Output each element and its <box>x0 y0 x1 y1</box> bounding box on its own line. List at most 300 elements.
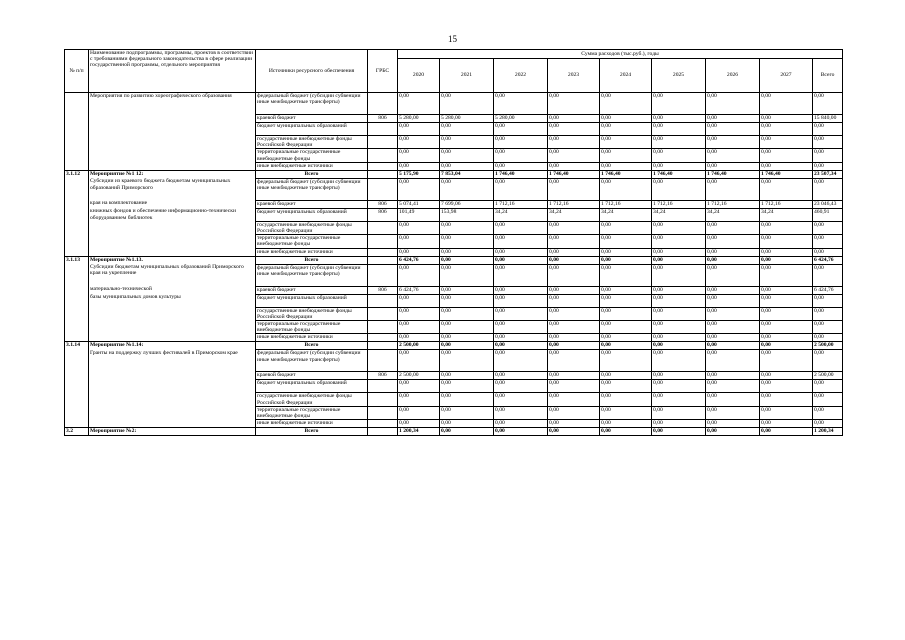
amount-cell: 0,00 <box>600 221 652 234</box>
amount-cell: 0,00 <box>494 294 548 307</box>
amount-cell: 0,00 <box>813 123 843 136</box>
amount-cell: 460,91 <box>813 208 843 221</box>
row-number <box>65 200 89 208</box>
amount-cell: 0,00 <box>600 372 652 380</box>
amount-cell: 0,00 <box>652 307 706 320</box>
row-number <box>65 136 89 149</box>
amount-cell: 0,00 <box>760 393 813 406</box>
header-no: № п/п <box>65 50 89 93</box>
amount-cell: 0,00 <box>600 115 652 123</box>
activity-name: Мероприятие №1.14: <box>89 342 256 350</box>
funding-source: государственные внебюджетные фонды Российской Федерации <box>256 393 368 406</box>
amount-cell: 0,00 <box>652 93 706 115</box>
amount-cell: 0,00 <box>548 136 600 149</box>
amount-cell: 0,00 <box>813 406 843 419</box>
table-row <box>65 123 843 136</box>
amount-cell: 1 200,34 <box>398 428 440 436</box>
budget-table-wrapper <box>64 49 842 436</box>
amount-cell: 0,00 <box>440 406 494 419</box>
amount-cell: 0,00 <box>548 406 600 419</box>
amount-cell: 0,00 <box>494 248 548 256</box>
amount-cell: 0,00 <box>652 115 706 123</box>
amount-cell: 34,24 <box>600 208 652 221</box>
amount-cell: 0,00 <box>494 372 548 380</box>
activity-name <box>89 149 256 162</box>
table-row <box>65 256 843 264</box>
amount-cell: 0,00 <box>548 178 600 200</box>
amount-cell: 0,00 <box>813 221 843 234</box>
amount-cell: 0,00 <box>706 235 760 248</box>
amount-cell: 1 712,16 <box>600 200 652 208</box>
amount-cell: 0,00 <box>706 380 760 393</box>
amount-cell: 0,00 <box>706 115 760 123</box>
table-row <box>65 372 843 380</box>
amount-cell: 34,24 <box>652 208 706 221</box>
activity-name <box>89 248 256 256</box>
amount-cell: 0,00 <box>600 342 652 350</box>
amount-cell: 2 500,00 <box>398 342 440 350</box>
amount-cell: 0,00 <box>706 321 760 334</box>
funding-source: краевой бюджет <box>256 286 368 294</box>
funding-source: бюджет муниципальных образований <box>256 380 368 393</box>
budget-table <box>64 49 843 436</box>
amount-cell: 0,00 <box>813 136 843 149</box>
amount-cell: 0,00 <box>494 307 548 320</box>
funding-source: бюджет муниципальных образований <box>256 294 368 307</box>
activity-name <box>89 162 256 170</box>
table-row <box>65 221 843 234</box>
activity-name <box>89 136 256 149</box>
activity-name: Мероприятие №1.13. <box>89 256 256 264</box>
funding-source: федеральный бюджет (субсидии субвенции иные межбюджетные трансферты) <box>256 264 368 286</box>
amount-cell: 1 746,40 <box>548 170 600 178</box>
activity-name <box>89 221 256 234</box>
activity-name: материально-технической <box>89 286 256 294</box>
row-number <box>65 420 89 428</box>
grbs-code <box>368 178 398 200</box>
table-row <box>65 162 843 170</box>
amount-cell: 1 200,34 <box>813 428 843 436</box>
amount-cell: 0,00 <box>494 162 548 170</box>
amount-cell: 7 853,04 <box>440 170 494 178</box>
row-number <box>65 264 89 286</box>
row-number: 3.2 <box>65 428 89 436</box>
amount-cell: 0,00 <box>813 162 843 170</box>
amount-cell: 0,00 <box>548 248 600 256</box>
amount-cell: 0,00 <box>760 294 813 307</box>
amount-cell: 0,00 <box>494 321 548 334</box>
amount-cell: 0,00 <box>440 149 494 162</box>
table-row <box>65 420 843 428</box>
amount-cell: 0,00 <box>398 380 440 393</box>
amount-cell: 34,24 <box>706 208 760 221</box>
amount-cell: 0,00 <box>398 264 440 286</box>
amount-cell: 0,00 <box>494 393 548 406</box>
grbs-code <box>368 162 398 170</box>
table-row <box>65 115 843 123</box>
amount-cell: 0,00 <box>440 372 494 380</box>
grbs-code: 806 <box>368 286 398 294</box>
row-number <box>65 123 89 136</box>
amount-cell: 0,00 <box>760 123 813 136</box>
amount-cell: 0,00 <box>706 93 760 115</box>
grbs-code <box>368 406 398 419</box>
row-number <box>65 221 89 234</box>
amount-cell: 0,00 <box>652 342 706 350</box>
amount-cell: 0,00 <box>760 235 813 248</box>
funding-source: территориальные государственные внебюджетные фонды <box>256 321 368 334</box>
amount-cell: 0,00 <box>706 428 760 436</box>
amount-cell: 0,00 <box>652 428 706 436</box>
amount-cell: 0,00 <box>494 380 548 393</box>
page-number: 15 <box>448 34 457 44</box>
funding-source: иные внебюджетные источники <box>256 334 368 342</box>
amount-cell: 0,00 <box>398 294 440 307</box>
activity-name <box>89 321 256 334</box>
amount-cell: 0,00 <box>548 428 600 436</box>
amount-cell: 0,00 <box>706 372 760 380</box>
amount-cell: 0,00 <box>600 178 652 200</box>
row-number <box>65 294 89 307</box>
amount-cell: 0,00 <box>706 136 760 149</box>
row-number <box>65 286 89 294</box>
table-row <box>65 235 843 248</box>
funding-source: федеральный бюджет (субсидии субвенции иные межбюджетные трансферты) <box>256 178 368 200</box>
amount-cell: 1 746,40 <box>760 170 813 178</box>
table-row <box>65 286 843 294</box>
amount-cell: 6 424,76 <box>398 256 440 264</box>
activity-name: Гранты на поддержку лучших фестивалей в Приморском крае <box>89 350 256 372</box>
header-year: 2024 <box>600 59 652 93</box>
amount-cell: 0,00 <box>760 334 813 342</box>
amount-cell: 0,00 <box>760 428 813 436</box>
amount-cell: 0,00 <box>652 372 706 380</box>
activity-name <box>89 115 256 123</box>
amount-cell: 0,00 <box>706 342 760 350</box>
amount-cell: 0,00 <box>494 93 548 115</box>
amount-cell: 0,00 <box>652 123 706 136</box>
amount-cell: 0,00 <box>494 334 548 342</box>
amount-cell: 34,24 <box>548 208 600 221</box>
amount-cell: 0,00 <box>440 350 494 372</box>
amount-cell: 0,00 <box>440 428 494 436</box>
amount-cell: 0,00 <box>706 393 760 406</box>
amount-cell: 0,00 <box>652 294 706 307</box>
amount-cell: 0,00 <box>600 256 652 264</box>
amount-cell: 0,00 <box>398 321 440 334</box>
grbs-code: 806 <box>368 372 398 380</box>
table-row <box>65 208 843 221</box>
amount-cell: 0,00 <box>706 286 760 294</box>
amount-cell: 34,24 <box>760 208 813 221</box>
amount-cell: 0,00 <box>813 307 843 320</box>
amount-cell: 0,00 <box>494 221 548 234</box>
grbs-code: 806 <box>368 115 398 123</box>
amount-cell: 0,00 <box>600 286 652 294</box>
amount-cell: 0,00 <box>706 420 760 428</box>
amount-cell: 0,00 <box>440 294 494 307</box>
table-row <box>65 178 843 200</box>
row-number <box>65 248 89 256</box>
amount-cell: 0,00 <box>494 406 548 419</box>
amount-cell: 0,00 <box>398 235 440 248</box>
amount-cell: 0,00 <box>600 123 652 136</box>
amount-cell: 0,00 <box>652 221 706 234</box>
row-number <box>65 372 89 380</box>
header-year: 2023 <box>548 59 600 93</box>
amount-cell: 0,00 <box>548 307 600 320</box>
amount-cell: 0,00 <box>548 123 600 136</box>
amount-cell: 23 507,34 <box>813 170 843 178</box>
funding-source: территориальные государственные внебюджетные фонды <box>256 235 368 248</box>
amount-cell: 0,00 <box>706 334 760 342</box>
table-row <box>65 264 843 286</box>
grbs-code <box>368 136 398 149</box>
amount-cell: 0,00 <box>706 162 760 170</box>
amount-cell: 101,49 <box>398 208 440 221</box>
amount-cell: 0,00 <box>548 420 600 428</box>
grbs-code <box>368 123 398 136</box>
row-number <box>65 406 89 419</box>
amount-cell: 0,00 <box>706 406 760 419</box>
amount-cell: 0,00 <box>813 235 843 248</box>
row-number <box>65 380 89 393</box>
amount-cell: 2 500,00 <box>398 372 440 380</box>
amount-cell: 0,00 <box>398 307 440 320</box>
table-row <box>65 380 843 393</box>
header-year: 2025 <box>652 59 706 93</box>
amount-cell: 0,00 <box>652 380 706 393</box>
amount-cell: 0,00 <box>548 256 600 264</box>
activity-name <box>89 123 256 136</box>
amount-cell: 0,00 <box>760 149 813 162</box>
grbs-code <box>368 428 398 436</box>
amount-cell: 0,00 <box>600 93 652 115</box>
amount-cell: 0,00 <box>440 248 494 256</box>
activity-name <box>89 393 256 406</box>
row-number <box>65 350 89 372</box>
amount-cell: 0,00 <box>548 162 600 170</box>
amount-cell: 0,00 <box>760 115 813 123</box>
amount-cell: 0,00 <box>548 115 600 123</box>
activity-name <box>89 307 256 320</box>
amount-cell: 1 746,40 <box>600 170 652 178</box>
activity-name: Мероприятие №2: <box>89 428 256 436</box>
activity-name: книжных фондов и обеспечение информационно-технически оборудованием библиотек <box>89 208 256 221</box>
funding-source: краевой бюджет <box>256 115 368 123</box>
amount-cell: 0,00 <box>440 221 494 234</box>
grbs-code <box>368 294 398 307</box>
amount-cell: 0,00 <box>600 321 652 334</box>
amount-cell: 6 424,76 <box>398 286 440 294</box>
amount-cell: 0,00 <box>813 334 843 342</box>
amount-cell: 0,00 <box>706 221 760 234</box>
amount-cell: 0,00 <box>600 307 652 320</box>
amount-cell: 0,00 <box>494 342 548 350</box>
amount-cell: 0,00 <box>548 264 600 286</box>
row-number: 3.1.13 <box>65 256 89 264</box>
grbs-code <box>368 93 398 115</box>
amount-cell: 0,00 <box>652 248 706 256</box>
amount-cell: 0,00 <box>548 380 600 393</box>
funding-source: федеральный бюджет (субсидии субвенции иные межбюджетные трансферты) <box>256 93 368 115</box>
amount-cell: 0,00 <box>706 264 760 286</box>
amount-cell: 0,00 <box>398 136 440 149</box>
funding-source: Всего <box>256 170 368 178</box>
grbs-code <box>368 248 398 256</box>
amount-cell: 0,00 <box>600 235 652 248</box>
amount-cell: 0,00 <box>760 420 813 428</box>
amount-cell: 0,00 <box>440 162 494 170</box>
amount-cell: 0,00 <box>760 93 813 115</box>
grbs-code <box>368 393 398 406</box>
amount-cell: 0,00 <box>652 264 706 286</box>
header-year: 2022 <box>494 59 548 93</box>
amount-cell: 0,00 <box>494 350 548 372</box>
amount-cell: 0,00 <box>440 342 494 350</box>
grbs-code <box>368 334 398 342</box>
amount-cell: 0,00 <box>398 248 440 256</box>
amount-cell: 5 074,41 <box>398 200 440 208</box>
funding-source: государственные внебюджетные фонды Российской Федерации <box>256 136 368 149</box>
amount-cell: 0,00 <box>652 149 706 162</box>
funding-source: территориальные государственные внебюджетные фонды <box>256 149 368 162</box>
table-row <box>65 294 843 307</box>
grbs-code <box>368 221 398 234</box>
grbs-code <box>368 149 398 162</box>
row-number: 3.1.12 <box>65 170 89 178</box>
activity-name <box>89 420 256 428</box>
amount-cell: 0,00 <box>548 93 600 115</box>
amount-cell: 0,00 <box>760 380 813 393</box>
funding-source: территориальные государственные внебюджетные фонды <box>256 406 368 419</box>
amount-cell: 0,00 <box>548 149 600 162</box>
amount-cell: 0,00 <box>548 393 600 406</box>
grbs-code <box>368 256 398 264</box>
amount-cell: 0,00 <box>652 162 706 170</box>
amount-cell: 1 746,40 <box>652 170 706 178</box>
funding-source: краевой бюджет <box>256 372 368 380</box>
row-number <box>65 93 89 115</box>
amount-cell: 0,00 <box>440 393 494 406</box>
amount-cell: 0,00 <box>813 420 843 428</box>
funding-source: краевой бюджет <box>256 200 368 208</box>
amount-cell: 0,00 <box>813 294 843 307</box>
amount-cell: 6 424,76 <box>813 256 843 264</box>
amount-cell: 1 712,16 <box>494 200 548 208</box>
amount-cell: 1 746,40 <box>494 170 548 178</box>
amount-cell: 0,00 <box>440 286 494 294</box>
amount-cell: 0,00 <box>706 178 760 200</box>
table-body <box>65 93 843 436</box>
amount-cell: 0,00 <box>398 149 440 162</box>
grbs-code <box>368 380 398 393</box>
grbs-code <box>368 342 398 350</box>
amount-cell: 0,00 <box>652 393 706 406</box>
amount-cell: 0,00 <box>600 149 652 162</box>
header-year: 2021 <box>440 59 494 93</box>
amount-cell: 0,00 <box>760 178 813 200</box>
activity-name: края на комплектование <box>89 200 256 208</box>
amount-cell: 0,00 <box>440 93 494 115</box>
amount-cell: 0,00 <box>600 428 652 436</box>
table-row <box>65 200 843 208</box>
grbs-code <box>368 350 398 372</box>
amount-cell: 0,00 <box>652 178 706 200</box>
amount-cell: 0,00 <box>548 350 600 372</box>
amount-cell: 0,00 <box>760 221 813 234</box>
table-row <box>65 248 843 256</box>
amount-cell: 0,00 <box>760 264 813 286</box>
table-row <box>65 406 843 419</box>
amount-cell: 5 175,90 <box>398 170 440 178</box>
amount-cell: 0,00 <box>652 235 706 248</box>
amount-cell: 0,00 <box>600 248 652 256</box>
amount-cell: 0,00 <box>548 294 600 307</box>
grbs-code <box>368 307 398 320</box>
amount-cell: 0,00 <box>398 350 440 372</box>
amount-cell: 0,00 <box>760 248 813 256</box>
amount-cell: 0,00 <box>440 264 494 286</box>
amount-cell: 0,00 <box>600 350 652 372</box>
amount-cell: 0,00 <box>652 321 706 334</box>
amount-cell: 0,00 <box>600 406 652 419</box>
amount-cell: 0,00 <box>548 372 600 380</box>
activity-name <box>89 406 256 419</box>
header-year: 2020 <box>398 59 440 93</box>
amount-cell: 0,00 <box>398 406 440 419</box>
amount-cell: 2 500,00 <box>813 372 843 380</box>
amount-cell: 6 424,76 <box>813 286 843 294</box>
amount-cell: 0,00 <box>706 248 760 256</box>
funding-source: Всего <box>256 342 368 350</box>
amount-cell: 1 712,16 <box>706 200 760 208</box>
amount-cell: 0,00 <box>548 342 600 350</box>
amount-cell: 0,00 <box>760 321 813 334</box>
funding-source: федеральный бюджет (субсидии субвенции иные межбюджетные трансферты) <box>256 350 368 372</box>
amount-cell: 0,00 <box>398 221 440 234</box>
amount-cell: 0,00 <box>706 256 760 264</box>
activity-name <box>89 334 256 342</box>
amount-cell: 0,00 <box>652 406 706 419</box>
amount-cell: 0,00 <box>760 342 813 350</box>
amount-cell: 0,00 <box>813 248 843 256</box>
amount-cell: 0,00 <box>706 350 760 372</box>
amount-cell: 0,00 <box>706 294 760 307</box>
amount-cell: 5 280,00 <box>440 115 494 123</box>
funding-source: иные внебюджетные источники <box>256 420 368 428</box>
amount-cell: 0,00 <box>813 264 843 286</box>
amount-cell: 153,98 <box>440 208 494 221</box>
table-row <box>65 342 843 350</box>
header-year: 2026 <box>706 59 760 93</box>
amount-cell: 0,00 <box>760 162 813 170</box>
amount-cell: 7 699,06 <box>440 200 494 208</box>
amount-cell: 0,00 <box>440 235 494 248</box>
amount-cell: 34,24 <box>494 208 548 221</box>
amount-cell: 0,00 <box>760 307 813 320</box>
amount-cell: 0,00 <box>548 321 600 334</box>
amount-cell: 0,00 <box>440 136 494 149</box>
activity-name <box>89 235 256 248</box>
table-row <box>65 428 843 436</box>
grbs-code: 806 <box>368 200 398 208</box>
amount-cell: 0,00 <box>760 136 813 149</box>
row-number <box>65 334 89 342</box>
amount-cell: 0,00 <box>600 294 652 307</box>
amount-cell: 0,00 <box>398 162 440 170</box>
amount-cell: 5 280,00 <box>398 115 440 123</box>
